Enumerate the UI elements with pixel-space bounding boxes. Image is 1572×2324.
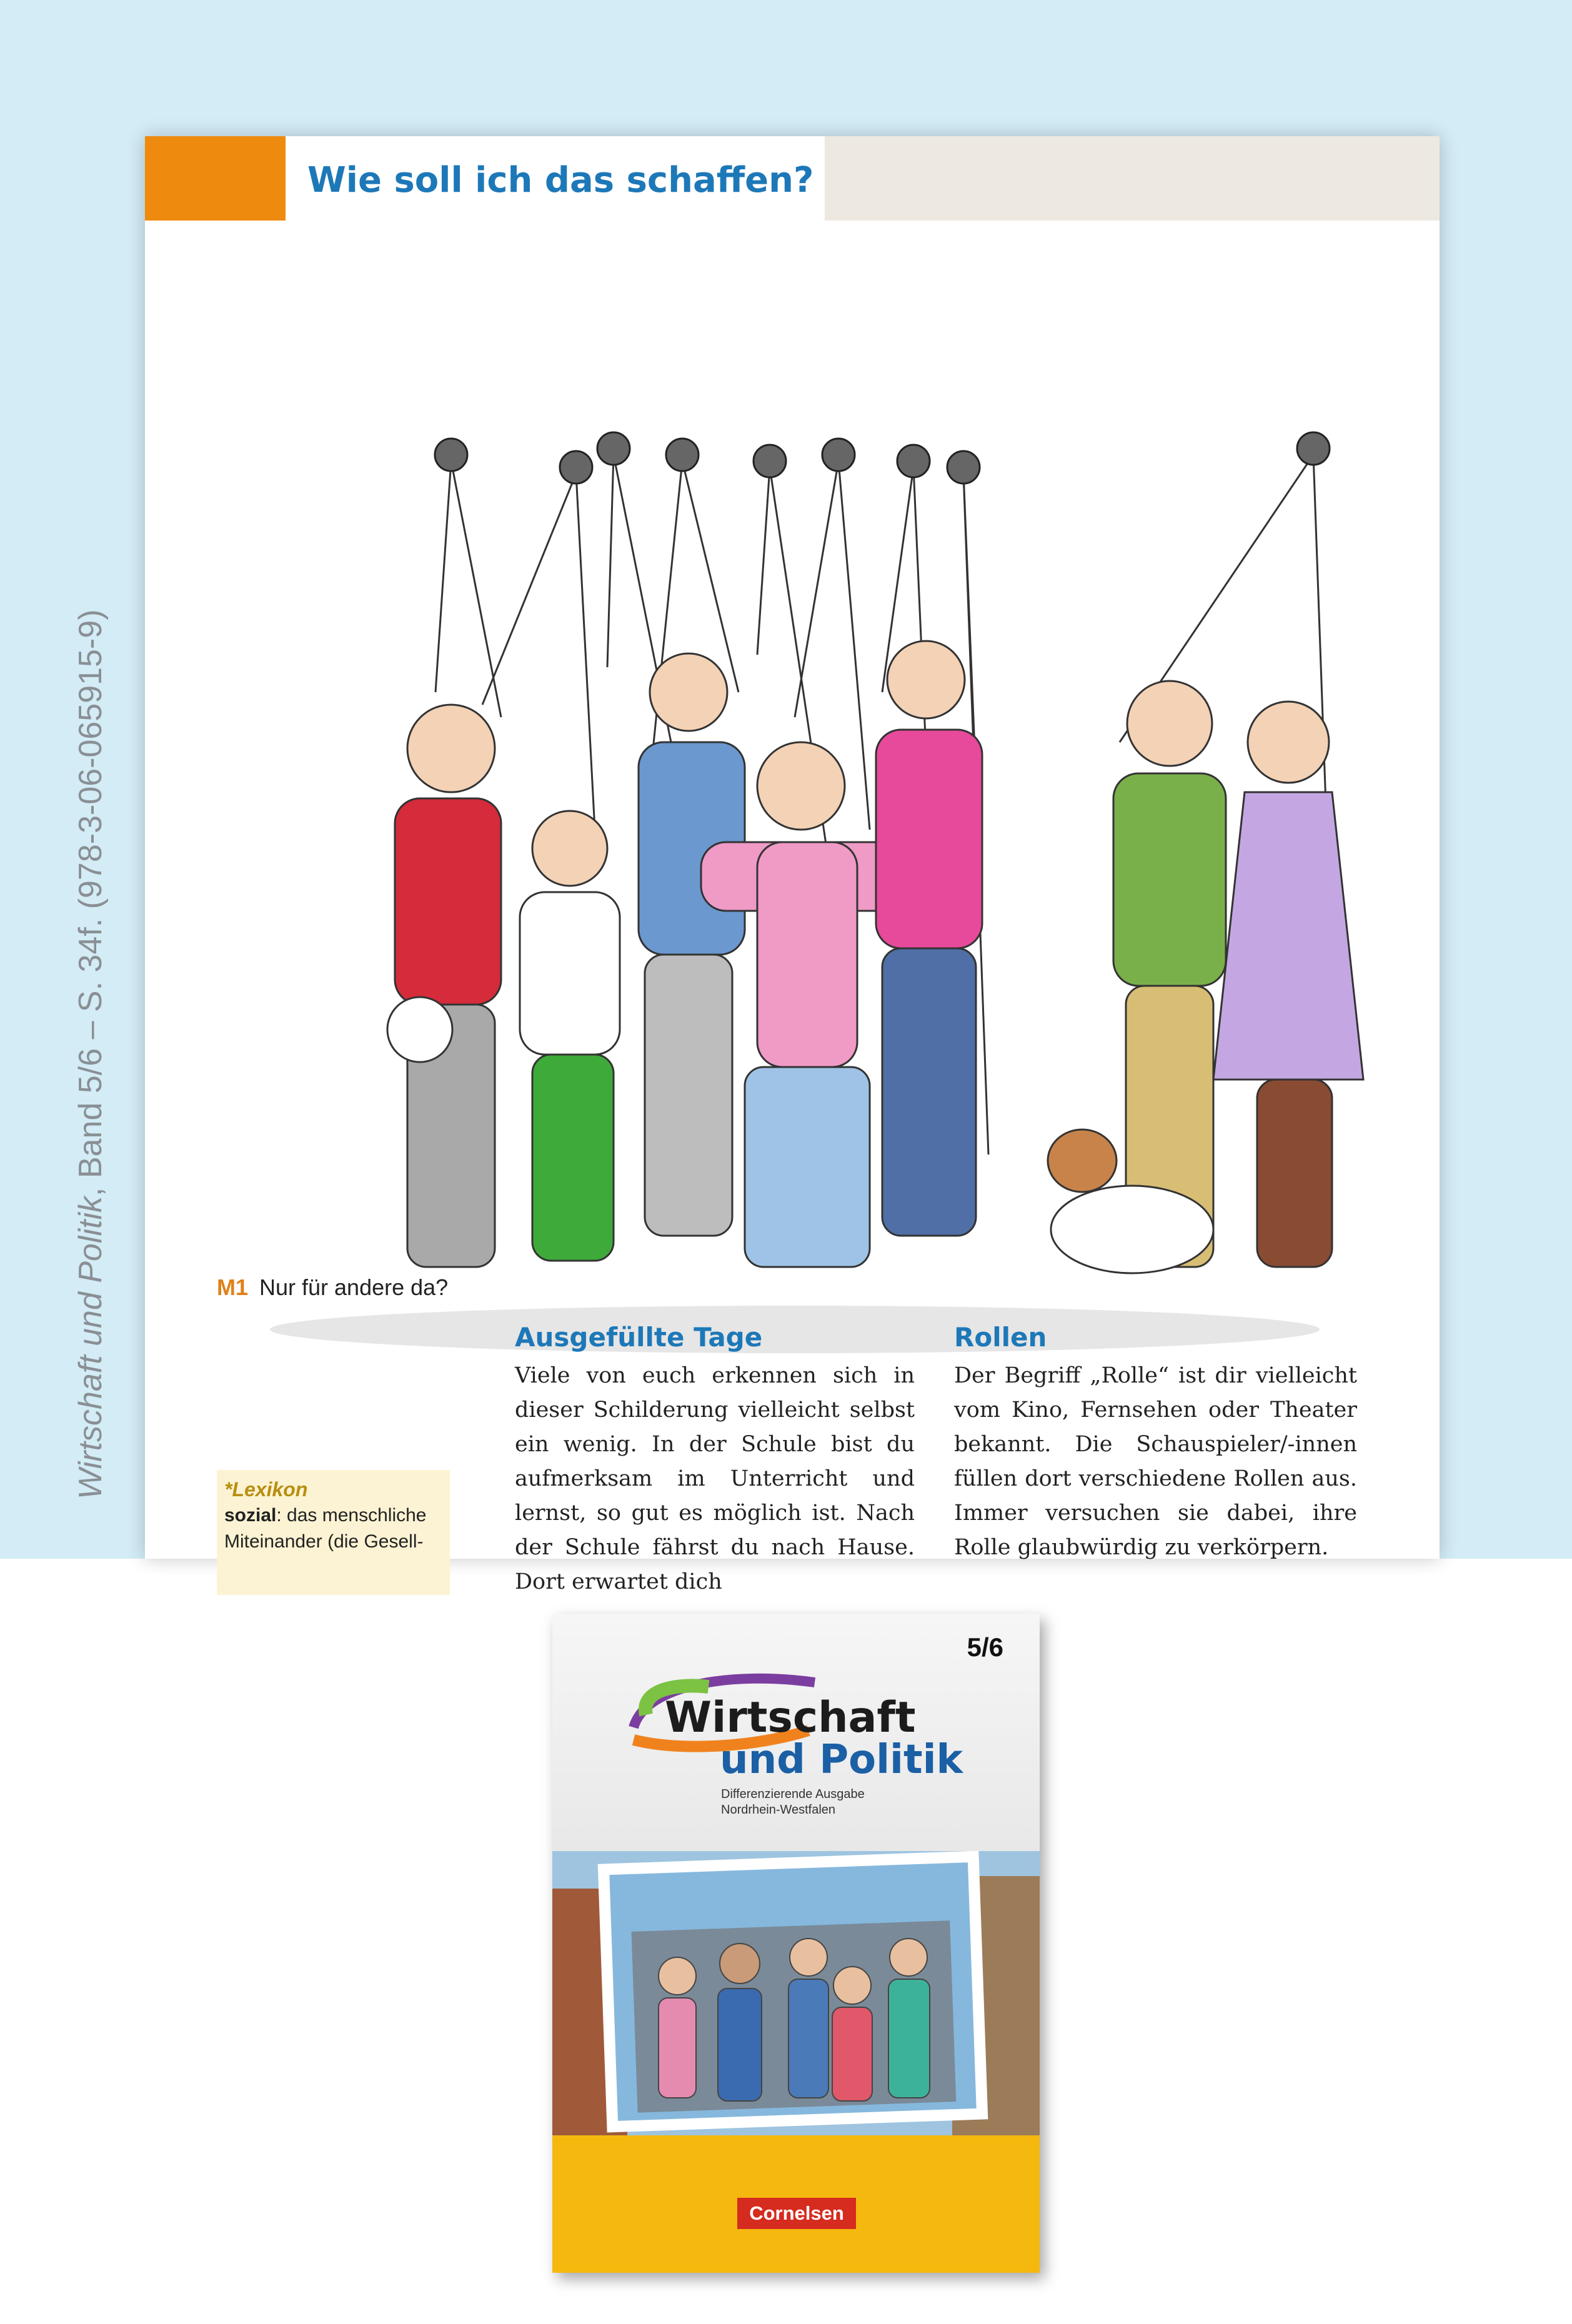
page-title: Wie soll ich das schaffen? (307, 160, 814, 201)
section-heading-rollen: Rollen (954, 1322, 1047, 1353)
side-caption (59, 544, 122, 1499)
cover-title-line1: Wirtschaft (665, 1693, 916, 1742)
header-orange-block (145, 136, 286, 221)
lexikon-term: sozial (224, 1505, 277, 1526)
cover-title-line2: und Politik (720, 1737, 963, 1783)
text-column-2 (954, 1320, 1504, 1565)
header-beige-block (825, 136, 1440, 221)
figure-label: M1 (217, 1274, 249, 1300)
side-caption-series: Wirtschaft und Politik (72, 1196, 109, 1499)
puppet-people-illustration (207, 267, 1382, 1386)
cover-subtitle-line2: Nordrhein-Westfalen (721, 1803, 836, 1817)
book-page-preview (145, 136, 1440, 1594)
cover-grade: 5/6 (967, 1632, 1003, 1662)
figure-caption-text: Nur für andere da? (259, 1274, 449, 1300)
figure-caption (217, 1274, 448, 1301)
publisher-logo: Cornelsen (737, 2198, 856, 2229)
cover-photo-students (552, 1851, 1040, 2135)
section-text-ausgefuellte-tage: Viele von euch erkennen sich in dieser Schilderung vielleicht selbst ein wenig. In der Schule bist du aufmerksam im Unterricht und lernst, so gut es möglich ist. Nach der Schule fährst du nach Hause. Dort erwartet dich (515, 1363, 915, 1594)
section-text-rollen: Der Begriff „Rolle“ ist dir vielleicht vom Kino, Fernsehen oder Theater bekannt. Die Schauspieler/-innen füllen dort verschiedene Rollen aus. Immer versuchen sie dabei, ihre Rolle glaubwürdig zu verkörpern. (954, 1363, 1357, 1560)
lexikon-definition-line1: : das menschliche (276, 1505, 427, 1526)
section-heading-ausgefuellte-tage: Ausgefüllte Tage (515, 1322, 763, 1353)
lexikon-definition-line2: Miteinander (die Gesell- (224, 1531, 424, 1552)
side-caption-details: , Band 5/6 – S. 34f. (978-3-06-065915-9) (72, 609, 109, 1196)
lexikon-title: *Lexikon (224, 1478, 308, 1501)
lexikon-box (217, 1470, 450, 1595)
book-cover[interactable] (552, 1614, 1040, 2273)
cover-subtitle-line1: Differenzierende Ausgabe (721, 1787, 865, 1801)
